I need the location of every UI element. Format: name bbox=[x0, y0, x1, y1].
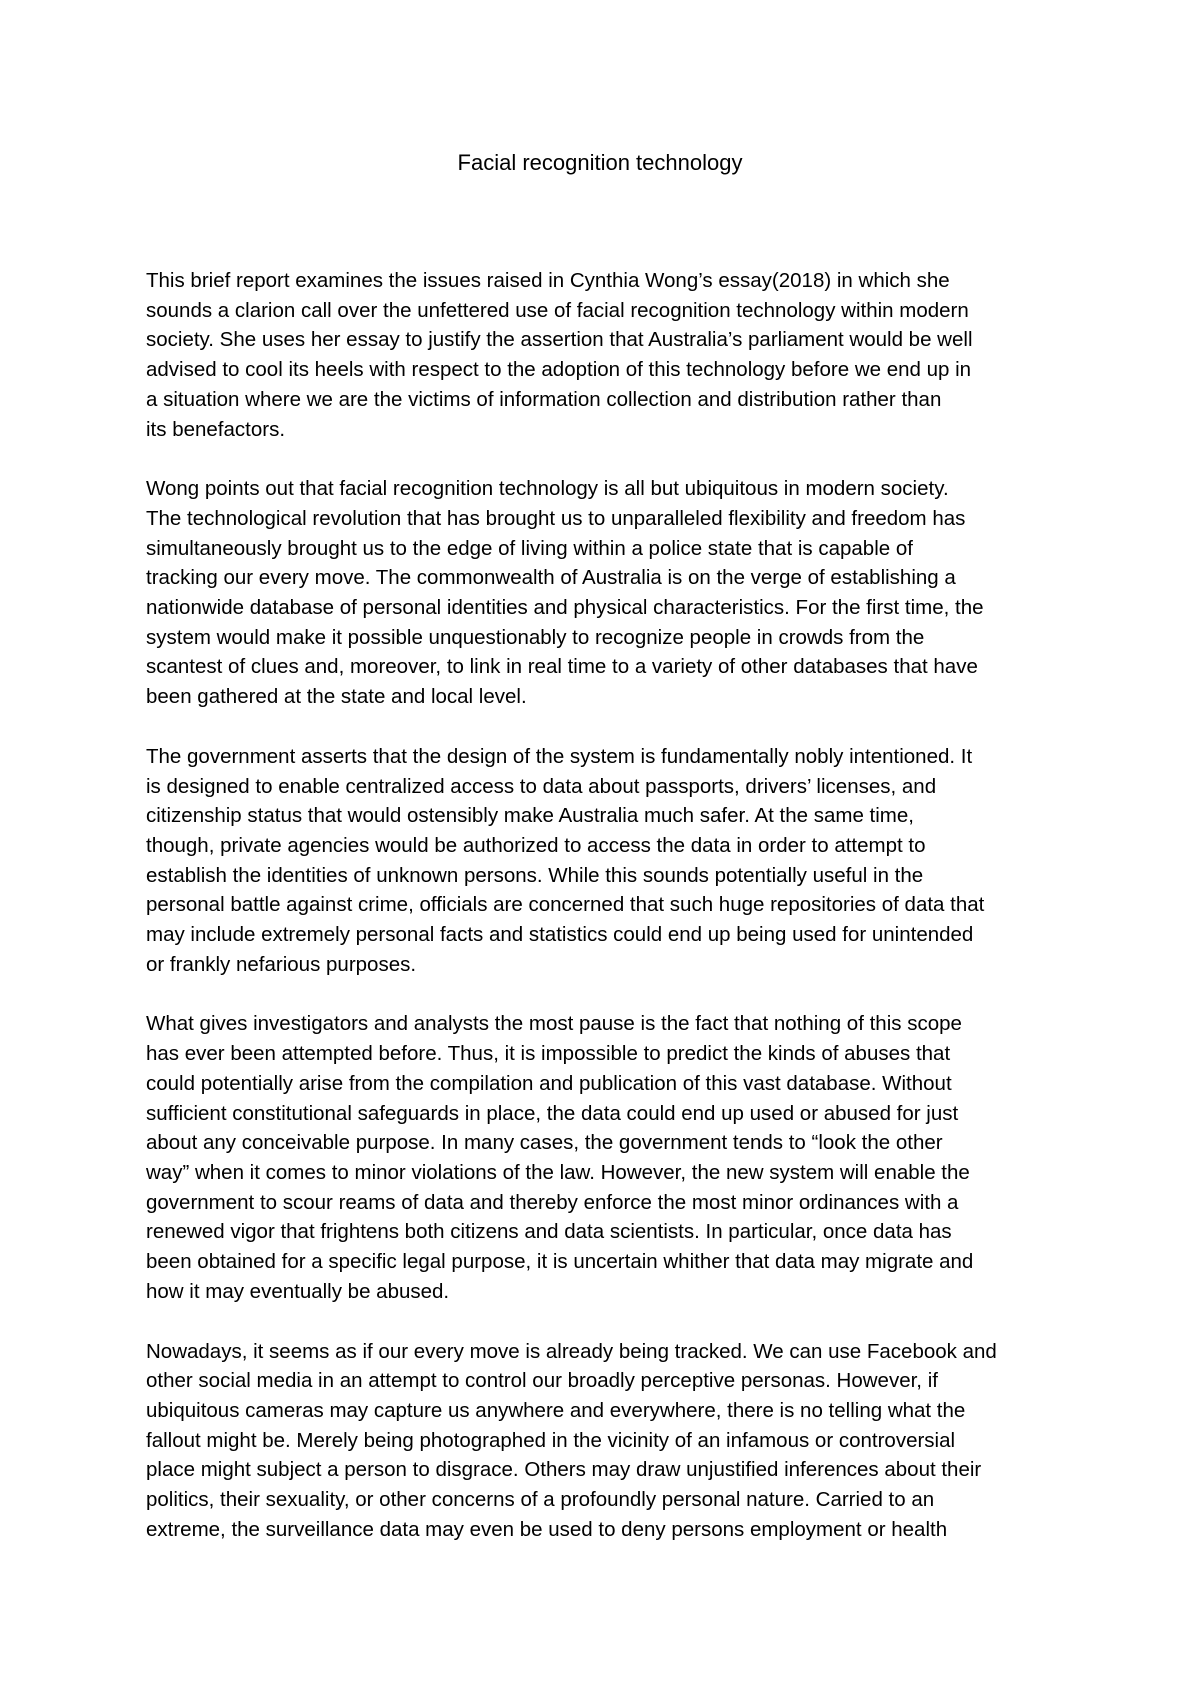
text-line: Wong points out that facial recognition technology is all but ubiquitous in modern society. bbox=[146, 477, 949, 501]
text-line: extreme, the surveillance data may even be used to deny persons employment or health bbox=[146, 1517, 948, 1541]
text-line: about any conceivable purpose. In many cases, the government tends to “look the other bbox=[146, 1131, 943, 1155]
text-line: ubiquitous cameras may capture us anywhere and everywhere, there is no telling what the bbox=[146, 1398, 966, 1422]
text-line: though, private agencies would be authorized to access the data in order to attempt to bbox=[146, 833, 926, 857]
text-line: The government asserts that the design of the system is fundamentally nobly intentioned. It bbox=[146, 744, 973, 768]
paragraph-3 bbox=[146, 742, 1066, 980]
text-line: has ever been attempted before. Thus, it is impossible to predict the kinds of abuses that bbox=[146, 1042, 951, 1066]
paragraph-5 bbox=[146, 1337, 1066, 1545]
document-body bbox=[146, 266, 1066, 1574]
paragraph-4 bbox=[146, 1009, 1066, 1306]
text-line: could potentially arise from the compilation and publication of this vast database. Without bbox=[146, 1071, 952, 1095]
text-line: other social media in an attempt to control our broadly perceptive personas. However, if bbox=[146, 1369, 938, 1393]
text-line: been obtained for a specific legal purpose, it is uncertain whither that data may migrate and bbox=[146, 1250, 974, 1274]
text-line: nationwide database of personal identities and physical characteristics. For the first time, the bbox=[146, 596, 984, 620]
text-line: been gathered at the state and local level. bbox=[146, 685, 527, 709]
text-line: its benefactors. bbox=[146, 417, 286, 441]
text-line: politics, their sexuality, or other concerns of a profoundly personal nature. Carried to an bbox=[146, 1488, 935, 1512]
text-line: sufficient constitutional safeguards in place, the data could end up used or abused for just bbox=[146, 1101, 959, 1125]
text-line: society. She uses her essay to justify the assertion that Australia’s parliament would be well bbox=[146, 328, 973, 352]
text-line: establish the identities of unknown persons. While this sounds potentially useful in the bbox=[146, 863, 924, 887]
text-line: may include extremely personal facts and statistics could end up being used for unintended bbox=[146, 923, 974, 947]
text-line: place might subject a person to disgrace. Others may draw unjustified inferences about their bbox=[146, 1458, 982, 1482]
paragraph-2 bbox=[146, 474, 1066, 712]
text-line: scantest of clues and, moreover, to link in real time to a variety of other databases that have bbox=[146, 655, 978, 679]
text-line: government to scour reams of data and thereby enforce the most minor ordinances with a bbox=[146, 1190, 959, 1214]
text-line: is designed to enable centralized access to data about passports, drivers’ licenses, and bbox=[146, 774, 937, 798]
text-line: personal battle against crime, officials are concerned that such huge repositories of data that bbox=[146, 893, 985, 917]
text-line: or frankly nefarious purposes. bbox=[146, 952, 417, 976]
text-line: This brief report examines the issues raised in Cynthia Wong’s essay(2018) in which she bbox=[146, 269, 950, 292]
text-line: a situation where we are the victims of information collection and distribution rather than bbox=[146, 387, 942, 411]
text-line: The technological revolution that has brought us to unparalleled flexibility and freedom has bbox=[146, 506, 966, 530]
paragraph-1 bbox=[146, 266, 1066, 444]
text-line: sounds a clarion call over the unfettered use of facial recognition technology within modern bbox=[146, 298, 969, 322]
text-line: Nowadays, it seems as if our every move is already being tracked. We can use Facebook and bbox=[146, 1339, 997, 1363]
text-line: What gives investigators and analysts the most pause is the fact that nothing of this scope bbox=[146, 1012, 962, 1036]
text-line: way” when it comes to minor violations of the law. However, the new system will enable the bbox=[146, 1160, 970, 1184]
text-line: simultaneously brought us to the edge of living within a police state that is capable of bbox=[146, 536, 913, 560]
document-title: Facial recognition technology bbox=[457, 150, 743, 175]
text-line: renewed vigor that frightens both citizens and data scientists. In particular, once data has bbox=[146, 1220, 952, 1244]
text-line: tracking our every move. The commonwealth of Australia is on the verge of establishing a bbox=[146, 566, 956, 590]
text-line: how it may eventually be abused. bbox=[146, 1279, 450, 1303]
text-line: citizenship status that would ostensibly make Australia much safer. At the same time, bbox=[146, 804, 914, 828]
text-line: system would make it possible unquestionably to recognize people in crowds from the bbox=[146, 625, 925, 649]
text-line: fallout might be. Merely being photographed in the vicinity of an infamous or controversial bbox=[146, 1428, 956, 1452]
text-line: advised to cool its heels with respect to the adoption of this technology before we end up in bbox=[146, 358, 972, 382]
